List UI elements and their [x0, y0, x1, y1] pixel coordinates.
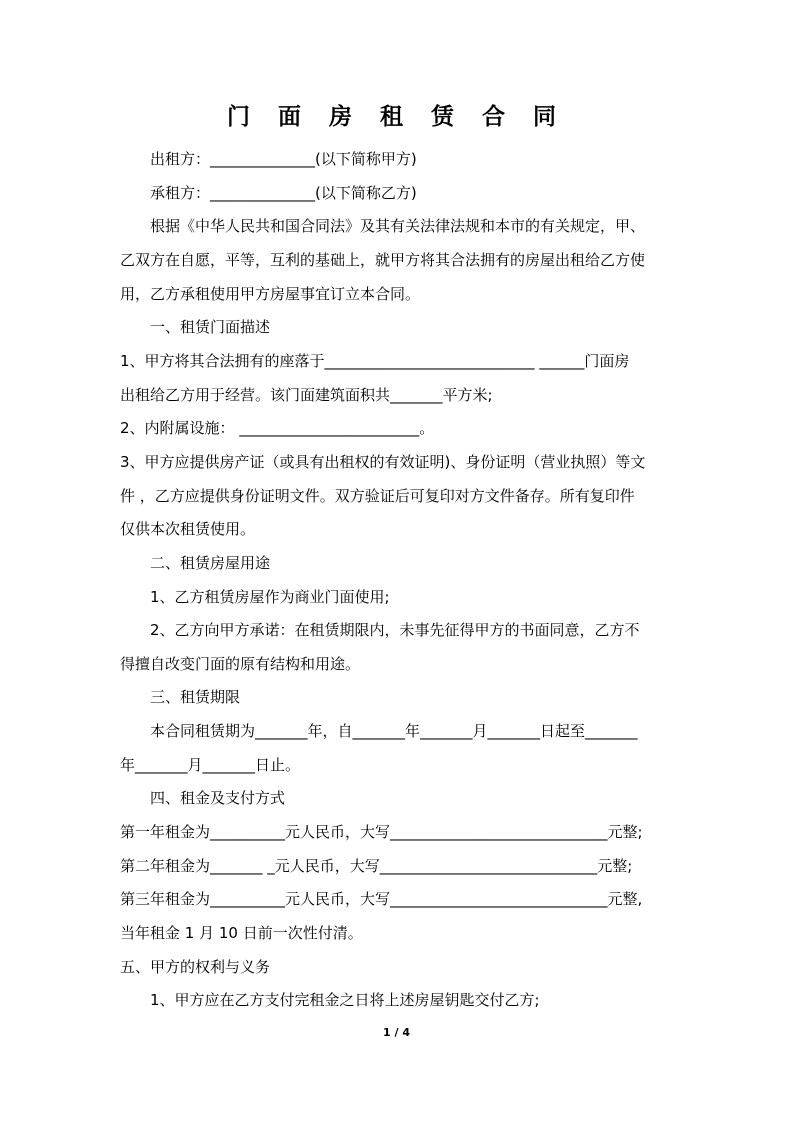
section-heading-1: 一、租赁门面描述 [150, 318, 271, 336]
lessee-line: 承租方：______________(以下简称乙方) [150, 184, 417, 202]
clause-2-2-cont: 得擅自改变门面的原有结构和用途。 [120, 655, 361, 673]
clause-1-2: 2、内附属设施： ________________________。 [120, 419, 435, 437]
term-line-1: 本合同租赁期为_______年，自_______年_______月_______日起至_______ [150, 722, 638, 740]
clause-1-3-cont: 件 ，乙方应提供身份证明文件。双方验证后可复印对方文件备存。所有复印件 [120, 487, 635, 505]
clause-1-3: 3、甲方应提供房产证（或具有出租权的有效证明)、身份证明（营业执照）等文 [120, 453, 646, 471]
section-heading-4: 四、租金及支付方式 [150, 789, 286, 807]
clause-1-3-end: 仅供本次租赁使用。 [120, 520, 256, 538]
rent-year-1: 第一年租金为__________元人民币，大写_____________________________元整; [120, 823, 643, 841]
intro-line-3: 用，乙方承租使用甲方房屋事宜订立本合同。 [120, 285, 421, 303]
section-heading-3: 三、租赁期限 [150, 688, 241, 706]
page-number: 1 / 4 [383, 1026, 410, 1039]
intro-line-1: 根据《中华人民共和国合同法》及其有关法律法规和本市的有关规定，甲、 [150, 217, 646, 235]
clause-2-2: 2、乙方向甲方承诺：在租赁期限内，未事先征得甲方的书面同意，乙方不 [150, 621, 640, 639]
intro-line-2: 乙双方在自愿，平等，互利的基础上，就甲方将其合法拥有的房屋出租给乙方使 [120, 251, 646, 269]
rent-year-3: 第三年租金为__________元人民币，大写_____________________________元整, [120, 890, 643, 908]
clause-5-1: 1、甲方应在乙方支付完租金之日将上述房屋钥匙交付乙方; [150, 991, 540, 1009]
clause-2-1: 1、乙方租赁房屋作为商业门面使用; [150, 588, 390, 606]
clause-1-1: 1、甲方将其合法拥有的座落于____________________________ ______门面房 [120, 352, 630, 370]
rent-payment-note: 当年租金 1 月 10 日前一次性付清。 [120, 924, 363, 942]
rent-year-2: 第二年租金为_______ _元人民币，大写_____________________________元整; [120, 857, 633, 875]
clause-1-1-cont: 出租给乙方用于经营。该门面建筑面积共_______平方米; [120, 386, 493, 404]
section-heading-5: 五、甲方的权利与义务 [120, 958, 271, 976]
section-heading-2: 二、租赁房屋用途 [150, 554, 271, 572]
term-line-2: 年_______月_______日止。 [120, 756, 301, 774]
document-title: 门 面 房 租 赁 合 同 [226, 104, 567, 130]
lessor-line: 出租方：______________(以下简称甲方) [150, 150, 417, 168]
